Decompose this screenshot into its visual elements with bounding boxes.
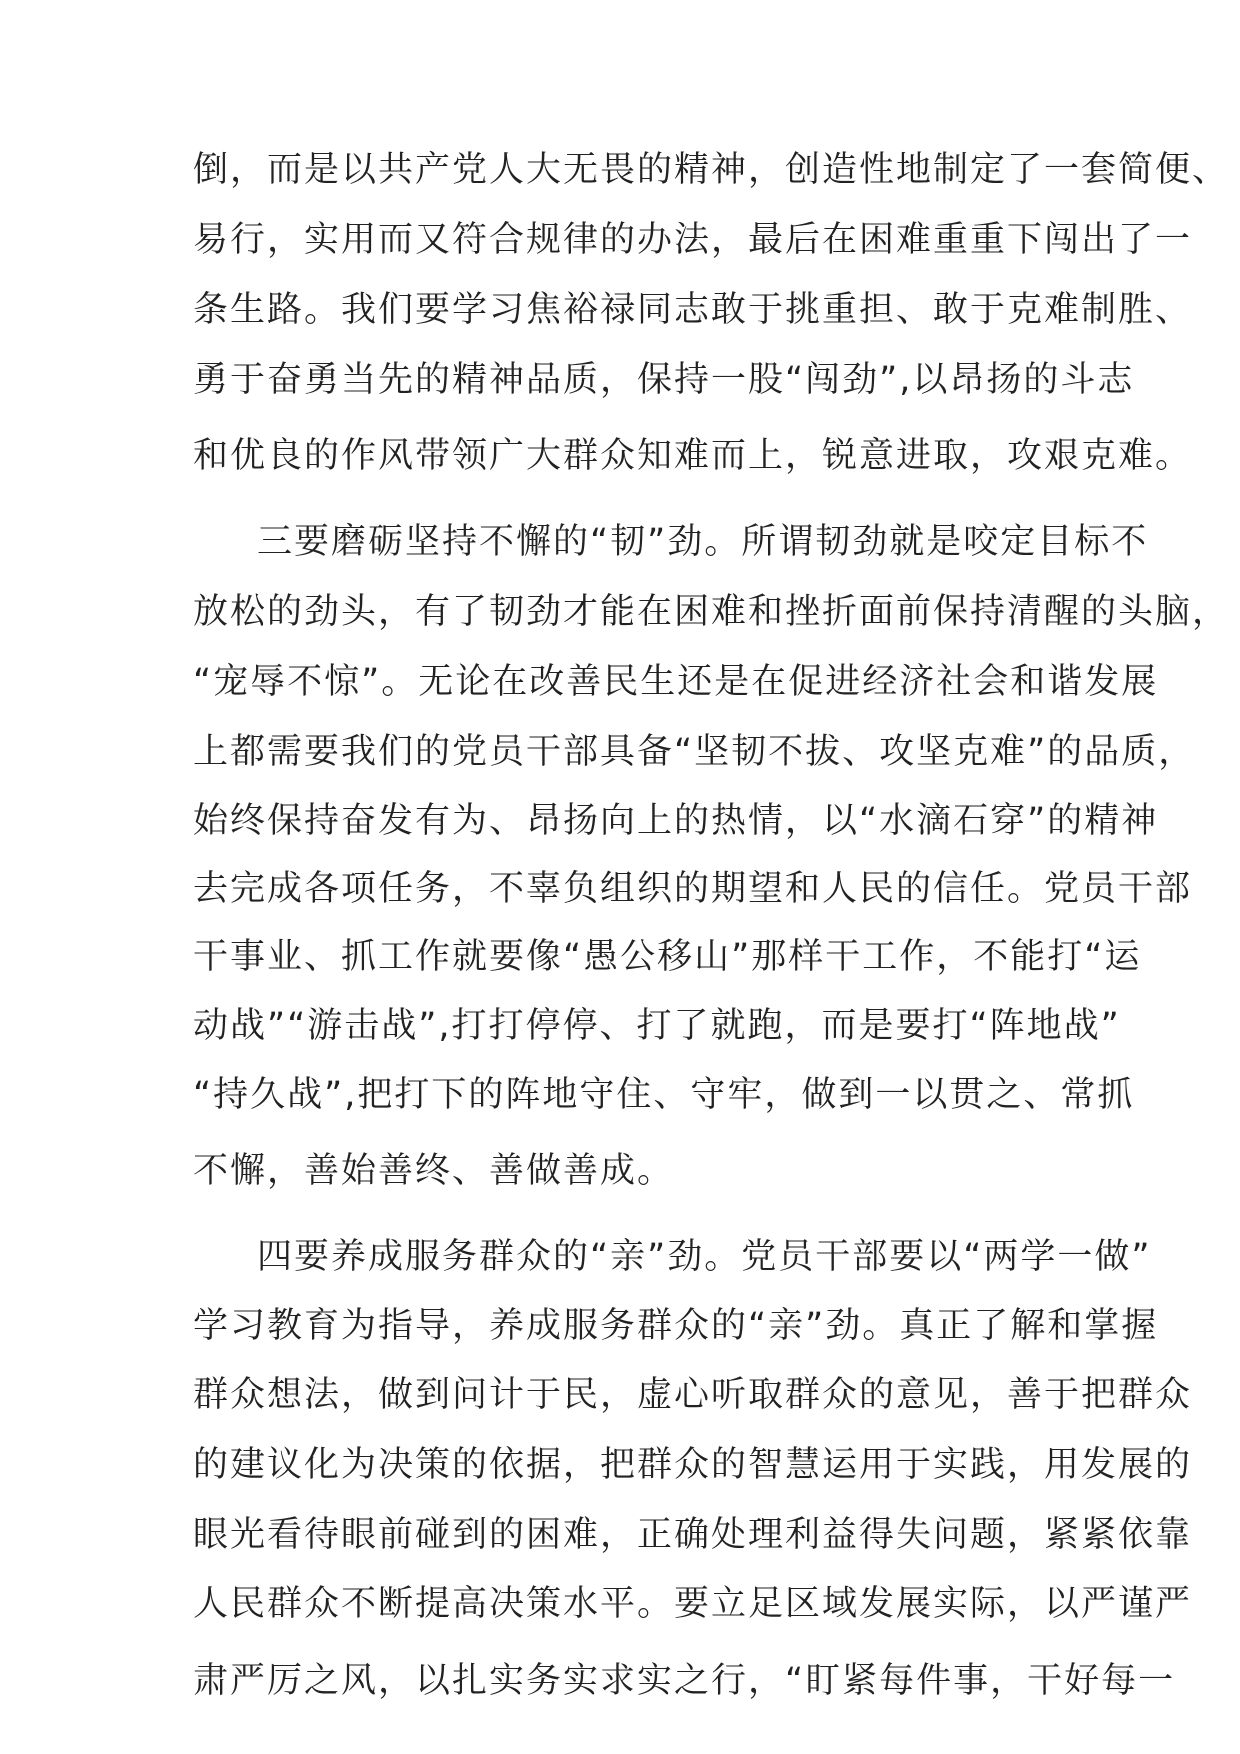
paragraph-line: 学习教育为指导，养成服务群众的“亲”劲。真正了解和掌握 bbox=[193, 1306, 1159, 1346]
paragraph-line: 不懈，善始善终、善做善成。 bbox=[193, 1151, 675, 1191]
paragraph-line: 的建议化为决策的依据，把群众的智慧运用于实践，用发展的 bbox=[193, 1445, 1193, 1485]
paragraph-line: 条生路。我们要学习焦裕禄同志敢于挑重担、敢于克难制胜、 bbox=[193, 290, 1193, 330]
paragraph-line: 和优良的作风带领广大群众知难而上，锐意进取，攻艰克难。 bbox=[193, 436, 1193, 476]
paragraph-line: 勇于奋勇当先的精神品质，保持一股“闯劲”,以昂扬的斗志 bbox=[193, 360, 1135, 400]
paragraph-line: 上都需要我们的党员干部具备“坚韧不拔、攻坚克难”的品质， bbox=[193, 732, 1196, 772]
paragraph-line: 群众想法，做到问计于民，虚心听取群众的意见，善于把群众 bbox=[193, 1375, 1193, 1415]
paragraph-line: 去完成各项任务，不辜负组织的期望和人民的信任。党员干部 bbox=[193, 869, 1193, 909]
paragraph-line: 始终保持奋发有为、昂扬向上的热情，以“水滴石穿”的精神 bbox=[193, 801, 1159, 841]
paragraph-line: 肃严厉之风，以扎实务实求实之行，“盯紧每件事，干好每一 bbox=[193, 1661, 1176, 1701]
paragraph-line: 倒，而是以共产党人大无畏的精神，创造性地制定了一套简便、 bbox=[193, 150, 1230, 190]
paragraph-line: 放松的劲头，有了韧劲才能在困难和挫折面前保持清醒的头脑， bbox=[193, 592, 1230, 632]
paragraph-line: “持久战”,把打下的阵地守住、守牢，做到一以贯之、常抓 bbox=[193, 1075, 1135, 1115]
paragraph-line: 动战”“游击战”,打打停停、打了就跑，而是要打“阵地战” bbox=[193, 1006, 1121, 1046]
paragraph-line: 干事业、抓工作就要像“愚公移山”那样干工作，不能打“运 bbox=[193, 937, 1142, 977]
paragraph-line: 四要养成服务群众的“亲”劲。党员干部要以“两学一做” bbox=[257, 1237, 1152, 1277]
paragraph-line: 易行，实用而又符合规律的办法，最后在困难重重下闯出了一 bbox=[193, 220, 1193, 260]
paragraph-line: “宠辱不惊”。无论在改善民生还是在促进经济社会和谐发展 bbox=[193, 662, 1159, 702]
paragraph-line: 眼光看待眼前碰到的困难，正确处理利益得失问题，紧紧依靠 bbox=[193, 1515, 1193, 1555]
paragraph-line: 人民群众不断提高决策水平。要立足区域发展实际，以严谨严 bbox=[193, 1584, 1193, 1624]
paragraph-line: 三要磨砺坚持不懈的“韧”劲。所谓韧劲就是咬定目标不 bbox=[257, 522, 1149, 562]
